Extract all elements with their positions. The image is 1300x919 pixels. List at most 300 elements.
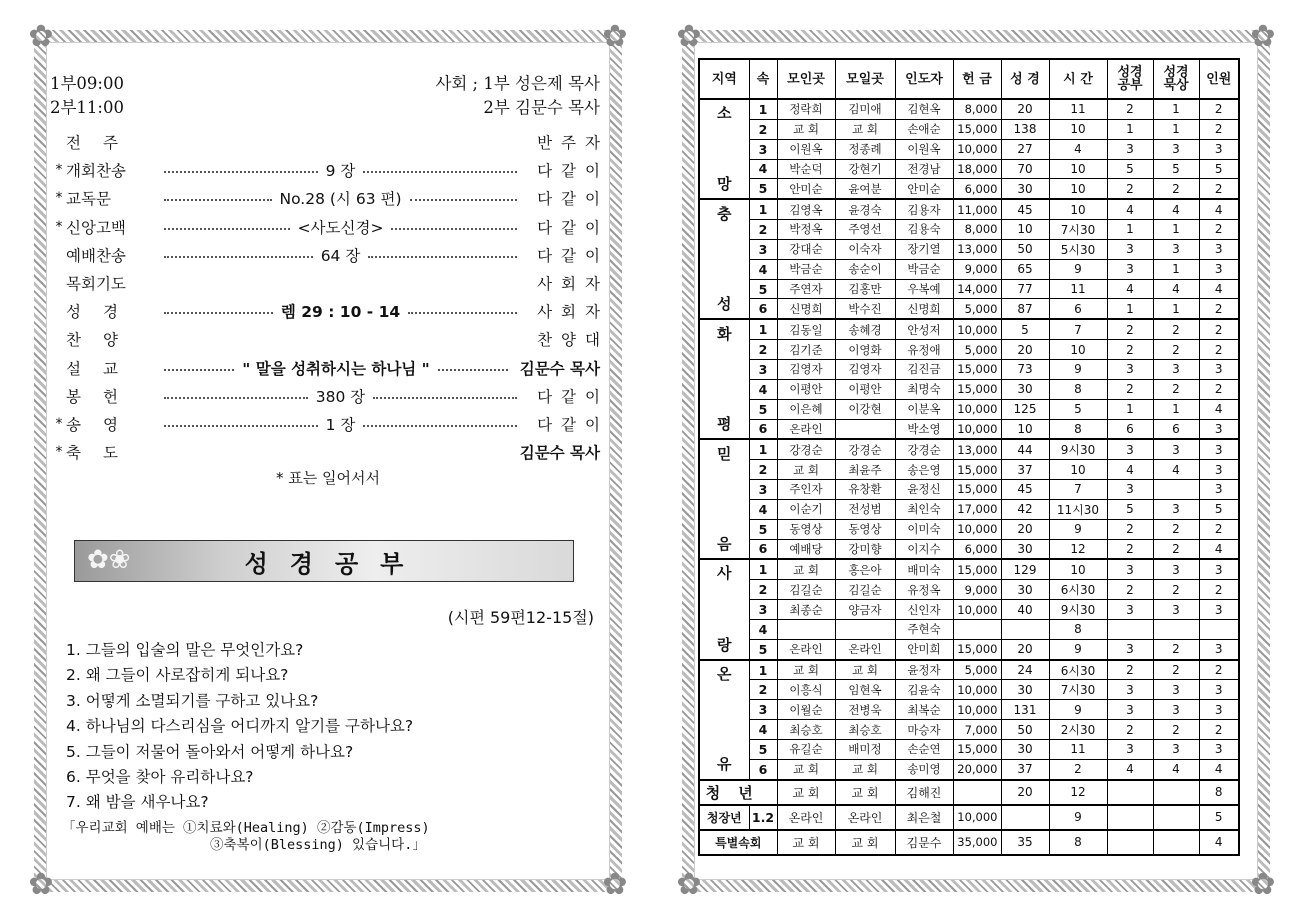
table-cell: 이원옥 <box>895 139 953 159</box>
order-label: 봉헌 <box>66 387 140 406</box>
table-cell: 3 <box>1153 700 1199 720</box>
table-cell: 이원옥 <box>777 139 835 159</box>
region-char-1: 충 <box>717 204 732 223</box>
table-cell: 3 <box>1153 740 1199 760</box>
table-cell: 3 <box>1107 700 1153 720</box>
order-row <box>52 213 609 241</box>
table-cell: 9 <box>1049 639 1107 659</box>
table-cell: 3 <box>1107 600 1153 620</box>
table-cell: 김영자 <box>777 359 835 379</box>
dot-leader <box>391 228 517 230</box>
table-cell: 3 <box>749 700 777 720</box>
table-cell: 3 <box>1107 559 1153 579</box>
table-cell: 송순이 <box>835 259 895 279</box>
table-cell: 15,000 <box>953 480 1001 500</box>
dot-leader <box>363 425 517 427</box>
table-cell: 온라인 <box>777 639 835 659</box>
table-cell: 3 <box>1107 139 1153 159</box>
table-cell <box>1153 619 1199 639</box>
table-cell: 이강현 <box>835 399 895 419</box>
table-cell: 1 <box>1153 259 1199 279</box>
table-cell: 9,000 <box>953 259 1001 279</box>
table-cell: 50 <box>1001 239 1049 259</box>
order-row <box>52 354 600 382</box>
table-cell: 125 <box>1001 399 1049 419</box>
table-cell: 3 <box>1199 600 1239 620</box>
order-fill <box>160 300 521 322</box>
table-cell: 교 회 <box>777 759 835 779</box>
table-cell: 2 <box>749 220 777 240</box>
order-detail: 1 장 <box>325 415 356 434</box>
table-cell: 2 <box>1153 379 1199 399</box>
table-cell: 안미순 <box>895 179 953 199</box>
region-char-2: 랑 <box>717 635 732 654</box>
table-cell: 15,000 <box>953 559 1001 579</box>
order-leader: 사회자 <box>537 303 609 322</box>
table-cell: 유길순 <box>777 740 835 760</box>
closing-line-1: 「우리교회 예배는 ①치료와(Healing) ②감동(Impress) <box>62 820 430 836</box>
column-header: 인도자 <box>895 59 953 99</box>
table-cell: 주현숙 <box>895 619 953 639</box>
table-cell: 온라인 <box>835 805 895 830</box>
table-row <box>699 639 1239 659</box>
table-row <box>699 199 1239 219</box>
table-row <box>699 780 1239 805</box>
table-cell: 35,000 <box>953 830 1001 855</box>
table-cell: 15,000 <box>953 119 1001 139</box>
table-cell: 8 <box>1199 780 1239 805</box>
table-cell: 40 <box>1001 600 1049 620</box>
table-cell: 3 <box>1153 239 1199 259</box>
region-char-2: 성 <box>717 294 732 313</box>
table-cell: 3 <box>1199 680 1239 700</box>
table-cell: 우복예 <box>895 279 953 299</box>
table-cell: 김윤숙 <box>895 680 953 700</box>
table-cell: 3 <box>1199 439 1239 459</box>
order-row <box>52 184 609 212</box>
table-cell: 2 <box>749 119 777 139</box>
order-detail: 렘 29 : 10 - 14 <box>280 303 401 322</box>
table-cell: 11,000 <box>953 199 1001 219</box>
table-cell: 송은영 <box>895 460 953 480</box>
table-cell: 이지수 <box>895 539 953 559</box>
order-label: 목회기도 <box>66 275 126 294</box>
table-cell: 37 <box>1001 759 1049 779</box>
table-cell: 박소영 <box>895 419 953 439</box>
table-cell: 교 회 <box>777 559 835 579</box>
order-leader: 김문수 목사 <box>519 359 600 378</box>
order-detail: 64 장 <box>320 246 361 265</box>
table-cell: 신명희 <box>895 299 953 319</box>
table-cell: 안미순 <box>777 179 835 199</box>
table-cell: 임현옥 <box>835 680 895 700</box>
region-char-2: 망 <box>717 175 732 194</box>
table-cell: 9 <box>1049 259 1107 279</box>
table-cell: 주연자 <box>777 279 835 299</box>
table-cell: 2 <box>1153 639 1199 659</box>
table-cell: 3 <box>1153 359 1199 379</box>
region-char-1: 소 <box>717 103 732 122</box>
table-cell: 2 <box>1107 660 1153 680</box>
table-cell: 교 회 <box>777 830 835 855</box>
table-row <box>699 179 1239 199</box>
daisy-icon: ✿❀ <box>87 545 131 575</box>
table-cell: 3 <box>1107 259 1153 279</box>
table-cell: 최종순 <box>777 600 835 620</box>
table-cell: 손애순 <box>895 119 953 139</box>
table-cell: 교 회 <box>835 830 895 855</box>
order-row <box>52 410 609 438</box>
dot-leader <box>164 171 318 173</box>
table-cell: 송미영 <box>895 759 953 779</box>
table-cell: 20 <box>1001 780 1049 805</box>
table-cell: 4 <box>1049 139 1107 159</box>
table-cell: 김홍만 <box>835 279 895 299</box>
order-detail: " 말을 성취하시는 하나님 " <box>242 359 430 378</box>
order-label: 교독문 <box>66 190 111 209</box>
table-row <box>699 139 1239 159</box>
table-cell: 6 <box>1049 299 1107 319</box>
worship-order <box>52 128 609 466</box>
table-cell: 5 <box>749 279 777 299</box>
table-cell: 이순기 <box>777 499 835 519</box>
order-label: 찬양 <box>66 331 140 350</box>
table-cell: 4 <box>1107 759 1153 779</box>
table-cell: 1 <box>1107 299 1153 319</box>
table-row <box>699 319 1239 339</box>
table-cell: 2 <box>1199 580 1239 600</box>
closing-motto <box>62 820 430 854</box>
table-cell: 87 <box>1001 299 1049 319</box>
dot-leader <box>363 171 517 173</box>
table-cell <box>777 619 835 639</box>
order-fill <box>160 413 521 435</box>
table-cell: 37 <box>1001 460 1049 480</box>
flower-icon: ✿ <box>676 867 702 902</box>
table-cell: 1 <box>749 199 777 219</box>
order-label: 개회찬송 <box>66 162 126 181</box>
table-cell: 4 <box>1199 759 1239 779</box>
table-cell <box>1001 805 1049 830</box>
order-fill <box>160 385 521 407</box>
table-cell: 10,000 <box>953 399 1001 419</box>
table-cell: 이은혜 <box>777 399 835 419</box>
table-cell: 4 <box>1107 279 1153 299</box>
dot-leader <box>164 369 234 371</box>
table-cell: 3 <box>1153 499 1199 519</box>
table-cell: 1 <box>749 319 777 339</box>
table-cell: 3 <box>1199 139 1239 159</box>
table-cell: 1 <box>1107 220 1153 240</box>
table-cell: 8 <box>1049 379 1107 399</box>
study-question: 7. 왜 밤을 새우나요? <box>66 793 209 812</box>
standing-mark: * <box>55 218 63 235</box>
order-row <box>52 438 600 466</box>
table-cell: 5 <box>1199 159 1239 179</box>
column-header: 인원 <box>1199 59 1239 99</box>
table-cell: 10,000 <box>953 519 1001 539</box>
table-cell: 3 <box>1153 680 1199 700</box>
table-cell: 3 <box>1107 680 1153 700</box>
table-cell <box>953 619 1001 639</box>
order-leader: 김문수 목사 <box>519 444 600 463</box>
table-cell: 2 <box>1107 99 1153 119</box>
region-char-2: 유 <box>717 755 732 774</box>
table-cell: 45 <box>1001 199 1049 219</box>
table-cell: 신명희 <box>777 299 835 319</box>
table-cell: 2 <box>1199 519 1239 539</box>
table-cell: 3 <box>1199 559 1239 579</box>
table-cell: 2 <box>1107 720 1153 740</box>
table-cell <box>1001 619 1049 639</box>
table-cell: 11시30 <box>1049 499 1107 519</box>
table-row <box>699 619 1239 639</box>
order-row <box>52 382 609 410</box>
table-cell: 5 <box>1001 319 1049 339</box>
table-cell: 2 <box>749 340 777 360</box>
study-question: 3. 어떻게 소멸되기를 구하고 있나요? <box>66 691 319 710</box>
table-cell: 강경순 <box>895 439 953 459</box>
table-cell: 최인숙 <box>895 499 953 519</box>
table-row <box>699 600 1239 620</box>
table-cell: 17,000 <box>953 499 1001 519</box>
table-cell: 교 회 <box>777 780 835 805</box>
table-cell: 박금순 <box>895 259 953 279</box>
table-cell: 9시30 <box>1049 600 1107 620</box>
table-cell: 9,000 <box>953 580 1001 600</box>
table-cell: 이영화 <box>835 340 895 360</box>
young-adult-label: 청장년 <box>699 805 749 830</box>
order-detail: 9 장 <box>325 162 356 181</box>
table-row <box>699 700 1239 720</box>
table-cell: 3 <box>1199 460 1239 480</box>
order-row <box>52 297 609 325</box>
table-cell: 4 <box>749 379 777 399</box>
flower-icon: ✿ <box>28 867 54 902</box>
table-cell: 5,000 <box>953 340 1001 360</box>
table-cell: 5 <box>1107 499 1153 519</box>
table-cell: 5,000 <box>953 660 1001 680</box>
table-cell: 42 <box>1001 499 1049 519</box>
table-row <box>699 379 1239 399</box>
table-cell: 3 <box>1199 359 1239 379</box>
column-header: 모일곳 <box>835 59 895 99</box>
order-fill <box>160 338 521 340</box>
table-row <box>699 519 1239 539</box>
table-cell: 2 <box>1199 720 1239 740</box>
table-cell: 11 <box>1049 99 1107 119</box>
table-cell: 강현기 <box>835 159 895 179</box>
dot-leader <box>164 312 273 314</box>
table-cell: 7 <box>1049 319 1107 339</box>
table-cell: 1 <box>1107 399 1153 419</box>
table-cell: 15,000 <box>953 460 1001 480</box>
table-cell: 박순덕 <box>777 159 835 179</box>
dot-leader <box>410 199 518 201</box>
table-cell: 유정애 <box>895 340 953 360</box>
table-cell: 최복순 <box>895 700 953 720</box>
table-cell: 7시30 <box>1049 680 1107 700</box>
table-cell: 8,000 <box>953 99 1001 119</box>
table-cell: 이월순 <box>777 700 835 720</box>
region-label <box>699 319 749 439</box>
table-cell: 1 <box>1153 399 1199 419</box>
table-cell: 주영선 <box>835 220 895 240</box>
region-label <box>699 559 749 659</box>
table-cell: 2 <box>1153 340 1199 360</box>
table-row <box>699 399 1239 419</box>
table-cell: 24 <box>1001 660 1049 680</box>
table-cell <box>835 619 895 639</box>
table-cell: 김해진 <box>895 780 953 805</box>
region-label <box>699 439 749 559</box>
order-row <box>52 241 609 269</box>
table-cell: 15,000 <box>953 379 1001 399</box>
table-cell: 동영상 <box>777 519 835 539</box>
table-cell: 예배당 <box>777 539 835 559</box>
table-cell: 11 <box>1049 279 1107 299</box>
table-cell <box>1107 619 1153 639</box>
table-cell: 2 <box>1153 580 1199 600</box>
table-cell: 30 <box>1001 680 1049 700</box>
table-cell: 6 <box>1107 419 1153 439</box>
table-cell <box>1107 780 1153 805</box>
order-leader: 다같이 <box>537 246 609 265</box>
table-cell: 5 <box>749 519 777 539</box>
table-cell: 6 <box>749 299 777 319</box>
order-detail: <사도신경> <box>297 218 384 237</box>
table-cell: 6 <box>749 419 777 439</box>
order-label: 송영 <box>66 415 140 434</box>
dot-leader <box>164 397 308 399</box>
order-detail: 380 장 <box>315 387 366 406</box>
table-cell: 20 <box>1001 639 1049 659</box>
table-cell: 3 <box>1107 480 1153 500</box>
table-cell: 18,000 <box>953 159 1001 179</box>
table-cell: 2 <box>1107 580 1153 600</box>
table-cell: 교 회 <box>835 119 895 139</box>
order-leader: 다같이 <box>537 415 609 434</box>
table-row <box>699 559 1239 579</box>
table-row <box>699 99 1239 119</box>
region-char-2: 음 <box>717 534 732 553</box>
table-cell <box>835 419 895 439</box>
table-cell: 양금자 <box>835 600 895 620</box>
table-cell: 10 <box>1049 159 1107 179</box>
table-row <box>699 439 1239 459</box>
table-cell: 9시30 <box>1049 439 1107 459</box>
table-cell: 안성저 <box>895 319 953 339</box>
table-cell: 2 <box>1199 179 1239 199</box>
table-row <box>699 660 1239 680</box>
standing-mark: * <box>55 162 63 179</box>
table-cell: 3 <box>1199 740 1239 760</box>
bible-reference: (시편 59편12-15절) <box>447 608 594 627</box>
study-question: 4. 하나님의 다스리심을 어디까지 알기를 구하나요? <box>66 717 414 736</box>
table-cell <box>1107 830 1153 855</box>
table-cell: 배미정 <box>835 740 895 760</box>
table-cell: 윤경숙 <box>835 199 895 219</box>
table-cell: 전병욱 <box>835 700 895 720</box>
table-cell: 8 <box>1049 830 1107 855</box>
order-fill <box>160 216 521 238</box>
flower-icon: ✿ <box>1250 867 1276 902</box>
table-cell: 10 <box>1049 119 1107 139</box>
table-cell: 6시30 <box>1049 580 1107 600</box>
flower-icon: ✿ <box>28 19 54 54</box>
table-row <box>699 499 1239 519</box>
dot-leader <box>164 228 290 230</box>
table-cell <box>1153 805 1199 830</box>
table-cell: 4 <box>1199 199 1239 219</box>
table-cell: 15,000 <box>953 639 1001 659</box>
order-leader: 다같이 <box>537 218 609 237</box>
table-row <box>699 759 1239 779</box>
table-cell: 8 <box>1049 419 1107 439</box>
region-label <box>699 660 749 780</box>
table-cell: 13,000 <box>953 239 1001 259</box>
region-label <box>699 199 749 319</box>
table-cell: 3 <box>1107 439 1153 459</box>
order-label: 전주 <box>66 134 140 153</box>
column-header: 시 간 <box>1049 59 1107 99</box>
table-cell: 10 <box>1001 220 1049 240</box>
table-cell: 신인자 <box>895 600 953 620</box>
table-cell <box>1107 805 1153 830</box>
table-cell: 14,000 <box>953 279 1001 299</box>
table-cell: 44 <box>1001 439 1049 459</box>
order-row <box>52 269 609 297</box>
table-row <box>699 279 1239 299</box>
table-cell: 교 회 <box>777 119 835 139</box>
table-cell: 박수진 <box>835 299 895 319</box>
table-cell: 4 <box>1107 460 1153 480</box>
table-cell: 김문수 <box>895 830 953 855</box>
table-cell: 1 <box>1153 119 1199 139</box>
flower-icon: ✿ <box>1250 19 1276 54</box>
dot-leader <box>408 312 517 314</box>
table-cell: 강미향 <box>835 539 895 559</box>
table-cell: 2 <box>1153 519 1199 539</box>
table-row <box>699 119 1239 139</box>
table-cell: 교 회 <box>835 660 895 680</box>
table-cell: 2 <box>1199 119 1239 139</box>
table-cell: 6,000 <box>953 179 1001 199</box>
table-row <box>699 239 1239 259</box>
column-header: 지역 <box>699 59 749 99</box>
table-cell: 73 <box>1001 359 1049 379</box>
table-cell: 2 <box>1153 539 1199 559</box>
table-cell: 10 <box>1049 559 1107 579</box>
table-cell: 2 <box>1199 319 1239 339</box>
standing-mark: * <box>55 190 63 207</box>
table-cell: 이흥식 <box>777 680 835 700</box>
order-leader: 사회자 <box>537 275 609 294</box>
region-label <box>699 99 749 199</box>
table-cell: 강대순 <box>777 239 835 259</box>
table-cell: 장기열 <box>895 239 953 259</box>
table-cell: 10 <box>1049 460 1107 480</box>
table-cell: 20 <box>1001 519 1049 539</box>
dot-leader <box>164 256 313 258</box>
table-cell: 2 <box>1199 220 1239 240</box>
table-cell: 3 <box>1107 639 1153 659</box>
dot-leader <box>164 425 318 427</box>
column-header: 성 경 <box>1001 59 1049 99</box>
table-cell: 20,000 <box>953 759 1001 779</box>
cell-group-schedule-table <box>698 58 1240 856</box>
table-cell: 2 <box>1153 179 1199 199</box>
